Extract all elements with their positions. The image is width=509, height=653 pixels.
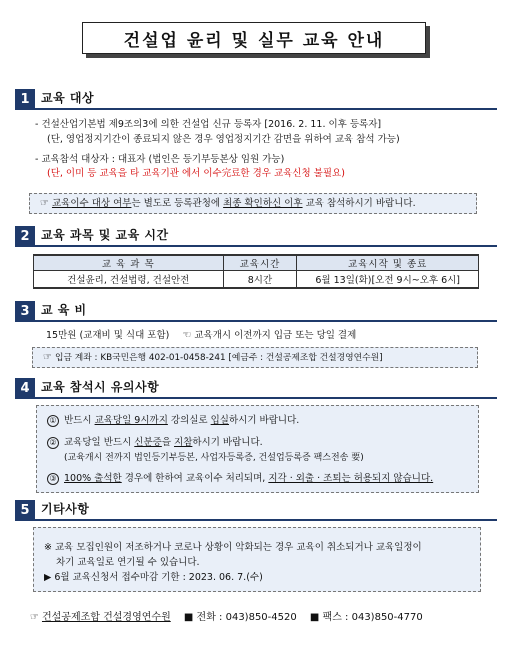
precaution-item: ② 교육당일 반드시 신분증을 지참하시기 바랍니다. [47,436,263,450]
misc-line-1: ※ 교육 모집인원이 저조하거나 코로나 상황이 악화되는 경우 교육이 취소되거나 교육일정이 [44,542,422,553]
section-title: 기타사항 [41,502,90,516]
section-2-header [15,225,497,247]
title-box [82,22,426,54]
pointing-hand-left-icon: ☜ [182,330,192,341]
section-1-header [15,88,497,110]
section-number: 4 [15,378,35,398]
fee-note: 교육개시 이전까지 입금 또는 당일 결제 [194,330,357,341]
section-number: 3 [15,301,35,321]
eligibility-notice: ☞ 교육이수 대상 여부는 별도로 등록관청에 최종 확인하신 이후 교육 참석하시기 바랍니다. [40,198,416,209]
deadline-line: ▶ 6월 교육신청서 접수마감 기한 : 2023. 06. 7.(수) [44,572,263,583]
misc-box [33,527,481,592]
account-box [32,347,478,368]
table-cell: 건설윤리, 건설법령, 건설안전 [34,271,224,288]
precaution-item: ① 반드시 교육당일 9시까지 강의실로 입실하시기 바랍니다. [47,414,299,428]
fee-amount: 15만원 (교재비 및 식대 포함) [46,330,170,341]
section-3-header [15,300,497,322]
footer-contact [30,611,423,625]
precautions-box [36,405,479,493]
precaution-item: ③ 100% 출석한 경우에 한하여 교육이수 처리되며, 지각 · 외출 · 조퇴는 허용되지 않습니다. [47,472,433,486]
pointing-hand-icon: ☞ [40,198,49,209]
page-title: 건설업 윤리 및 실무 교육 안내 [123,30,385,51]
account-info: 입금 계좌 : KB국민은행 402-01-0458-241 [예금주 : 건설공제조합 건설경영연수원] [54,353,383,363]
pointing-hand-icon: ☞ [43,352,52,363]
section-number: 5 [15,500,35,520]
account-line [43,351,383,365]
table-cell: 6월 13일(화)[오전 9시~오후 6시] [297,271,479,288]
section-4-header [15,377,497,399]
table-header-cell: 교 육 과 목 [34,255,224,271]
section-title: 교육 과목 및 교육 시간 [41,228,169,242]
misc-line-2: 차기 교육일로 연기될 수 있습니다. [56,557,200,568]
section-title: 교육 참석시 유의사항 [41,380,160,394]
section-number: 2 [15,226,35,246]
section-5-header [15,499,497,521]
precaution-subnote: (교육개시 전까지 법인등기부등본, 사업자등록증, 건설업등록증 팩스전송 要) [64,453,364,463]
table-header-row [34,255,479,271]
target-line-3: - 교육참석 대상자 : 대표자 (법인은 등기부등본상 임원 가능) [35,154,285,165]
table-header-cell: 교육시작 및 종료 [297,255,479,271]
subject-table [33,254,479,289]
footer-fax: ■ 팩스 : 043)850-4770 [309,612,423,623]
table-header-cell: 교육시간 [223,255,297,271]
pointing-hand-icon: ☞ [30,612,39,623]
fee-line [46,329,356,343]
section-title: 교 육 비 [41,303,87,317]
eligibility-notice-box [29,193,477,214]
footer-org: 건설공제조합 건설경영연수원 [41,612,171,623]
number-badge: ① [47,415,59,427]
section-number: 1 [15,89,35,109]
table-row [34,271,479,288]
footer-phone: ■ 전화 : 043)850-4520 [183,612,297,623]
table-cell: 8시간 [223,271,297,288]
target-line-1: - 건설산업기본법 제9조의3에 의한 건설업 신규 등록자 [2016. 2. 11. 이후 등록자] [35,119,382,130]
number-badge: ② [47,437,59,449]
target-line-2: (단, 영업정지기간이 종료되지 않은 경우 영업정지기간 감면을 위하여 교육 참석 가능) [47,134,400,145]
section-title: 교육 대상 [41,91,95,105]
number-badge: ③ [47,473,59,485]
target-line-4: (단, 이미 등 교육을 타 교육기관 에서 이수完료한 경우 교육신청 불필요) [47,168,345,179]
